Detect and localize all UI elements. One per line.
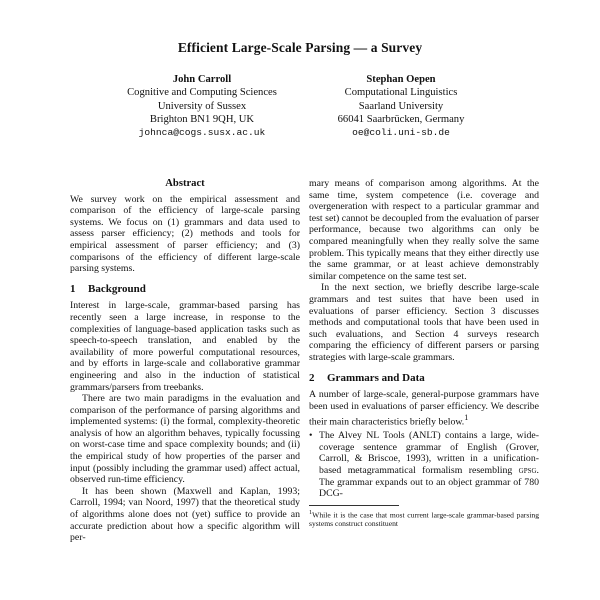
- author-address: 66041 Saarbrücken, Germany: [337, 113, 465, 125]
- section-heading-grammars: [309, 373, 539, 385]
- background-paragraph-3: It has been shown (Maxwell and Kaplan, 1993; Carroll, 1994; van Noord, 1997) that the theoretical study of algorithms alone does not (yet) suffice to provide an accurate prediction about how a specific algorithm will per-: [70, 485, 300, 544]
- section-number: 1: [70, 282, 76, 295]
- background-paragraph-2: There are two main paradigms in the evaluation and comparison of the performance of parsing algorithms and implemented systems: (i) the formal, complexity-theoretic analysis of how an algorithm behaves, typically focussing on worst-case time and space complexity bounds; and (ii) the empirical study of how properties of the parser and input (possibly including the grammar used) affect actual, observed run-time efficiency.: [70, 393, 300, 486]
- section-heading-background: [70, 284, 300, 296]
- section-number: 2: [309, 371, 315, 384]
- footnote-number: 1: [309, 508, 313, 516]
- bullet-text-part2: . The grammar expands out to an object grammar of 780 DCG-: [319, 464, 539, 500]
- background-paragraph-1: Interest in large-scale, grammar-based parsing has recently seen a large increase, in response to the complexities of language-based application tasks such as speech-to-speech translation, and enabled by the availability of more powerful computational resources, and by efforts in large-scale and collaborative grammar engineering and also in the induction of statistical grammars/parsers from treebanks.: [70, 300, 300, 393]
- footnote-text: While it is the case that most current large-scale grammar-based parsing systems construct constituent: [309, 510, 539, 529]
- left-column: [70, 178, 300, 544]
- footnote-marker: 1: [464, 413, 469, 423]
- author-email: oe@coli.uni-sb.de: [352, 127, 450, 139]
- bullet-text-part1: The Alvey NL Tools (ANLT) contains a large, wide-coverage sentence grammar of English (Grover, Carroll, & Briscoe, 1993), written in a unification-based metagrammatical formalism resembling: [319, 430, 539, 476]
- abstract-text: We survey work on the empirical assessment and comparison of the efficiency of large-scale parsing systems. We focus on (1) grammars and data used to assess parser efficiency; (2) methods and tools for empirical assessment of parser efficiency; and (3) comparisons of the efficiency of different large-scale parsing systems.: [70, 193, 300, 275]
- grammars-intro: [309, 389, 539, 428]
- right-column: [309, 178, 539, 528]
- footnote: [309, 508, 539, 529]
- author-institution: Saarland University: [358, 100, 444, 112]
- section-title: Grammars and Data: [327, 371, 425, 384]
- list-item: [309, 430, 539, 500]
- paper-title: Efficient Large-Scale Parsing — a Survey: [177, 40, 423, 55]
- grammars-intro-text: A number of large-scale, general-purpose grammars have been used in evaluations of parser efficiency. We describe their main characteristics briefly below.: [309, 389, 539, 428]
- background-paragraph-4: In the next section, we briefly describe large-scale grammars and test suites that have been used in evaluations of parser efficiency. Section 3 discusses methods and computational tools that have been used in such evaluations, and Section 4 surveys research comparing the efficiency of different parsers or parsing strategies with large-scale grammars.: [309, 282, 539, 363]
- author-block-2: [281, 73, 521, 139]
- author-address: Brighton BN1 9QH, UK: [149, 113, 255, 125]
- footnote-divider: [309, 505, 399, 506]
- abstract-heading: Abstract: [165, 178, 205, 189]
- author-name: Stephan Oepen: [366, 74, 436, 85]
- section-title: Background: [88, 282, 146, 295]
- author-institution: University of Sussex: [157, 100, 247, 112]
- author-affiliation: Computational Linguistics: [344, 87, 458, 99]
- bullet-text-gpsg: gpsg: [518, 464, 537, 476]
- author-email: johnca@cogs.susx.ac.uk: [138, 127, 266, 139]
- background-paragraph-3-continued: mary means of comparison among algorithms. At the same time, system competence (i.e. coverage and overgeneration with respect to a particular grammar and test set) cannot be decoupled from the evaluation of parser performance, because two algorithms can only be compared meaningfully when they really solve the same problem. This typically means that they either directly use the same grammar, or at least achieve demonstrably similar competence on the same test set.: [309, 178, 539, 282]
- author-name: John Carroll: [172, 74, 232, 85]
- author-affiliation: Cognitive and Computing Sciences: [127, 87, 277, 99]
